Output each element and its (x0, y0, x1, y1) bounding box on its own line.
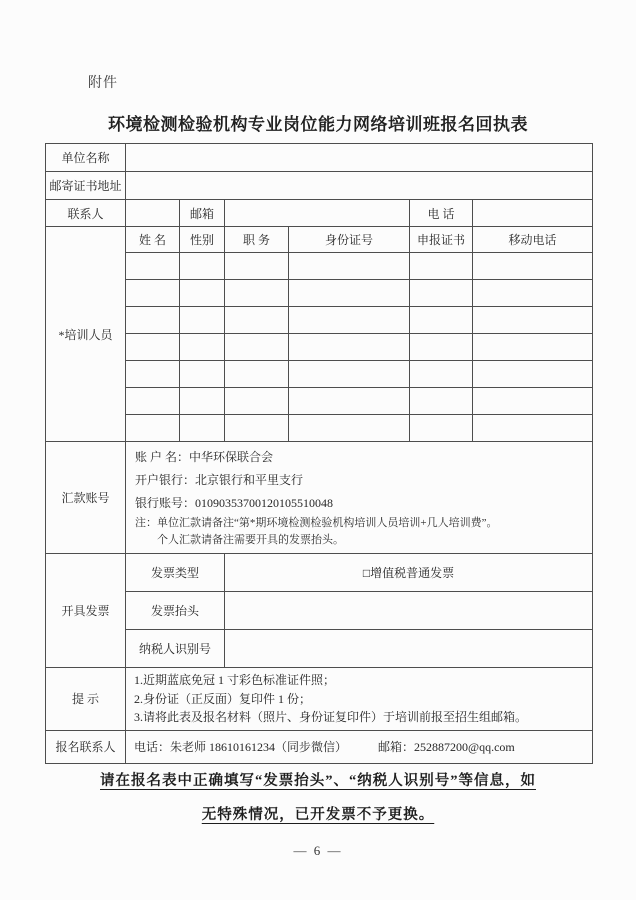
unit-name-label: 单位名称 (46, 144, 126, 172)
tips-label: 提 示 (46, 668, 126, 731)
contact-email-label: 邮箱 (180, 200, 225, 227)
footer-note-line2: 无特殊情况，已开发票不予更换。 (201, 807, 435, 823)
tips-row (46, 668, 593, 731)
contact-row (46, 200, 593, 227)
footer-note-line1: 请在报名表中正确填写“发票抬头”、“纳税人识别号”等信息，如 (100, 773, 536, 789)
trainee-col-mobile: 移动电话 (473, 227, 593, 253)
contact-email-field (225, 200, 410, 227)
unit-name-row (46, 144, 593, 172)
trainee-empty-row (46, 388, 593, 415)
page-title: 环境检测检验机构专业岗位能力网络培训班报名回执表 (108, 115, 528, 134)
contact-phone-field (473, 200, 593, 227)
remittance-note-line2: 个人汇款请备注需要开具的发票抬头。 (157, 534, 344, 546)
registration-contact-label: 报名联系人 (46, 730, 126, 763)
mailing-address-label: 邮寄证书地址 (46, 172, 126, 200)
invoice-title-field (225, 592, 593, 630)
contact-person-label: 联系人 (46, 200, 126, 227)
trainee-col-certificate: 申报证书 (410, 227, 473, 253)
trainee-col-gender: 性别 (180, 227, 225, 253)
tax-id-row (46, 630, 593, 668)
mailing-address-row (46, 172, 593, 200)
attachment-label: 附件 (88, 76, 118, 91)
invoice-title-label: 发票抬头 (126, 592, 225, 630)
remittance-row (46, 442, 593, 554)
tip-item-2: 2.身份证（正反面）复印件 1 份； (134, 691, 312, 706)
registration-contact-row (46, 730, 593, 763)
trainee-col-name: 姓 名 (126, 227, 180, 253)
trainee-empty-row (46, 334, 593, 361)
registration-contact-info (126, 730, 593, 763)
contact-phone-label: 电 话 (410, 200, 473, 227)
trainee-empty-row (46, 280, 593, 307)
remittance-details (126, 442, 593, 554)
trainee-empty-row (46, 361, 593, 388)
unit-name-field (126, 144, 593, 172)
tip-item-3: 3.请将此表及报名材料（照片、身份证复印件）于培训前报至招生组邮箱。 (134, 710, 528, 724)
page-number: — 6 — (293, 843, 343, 858)
remittance-account-number: 银行账号：01090353700120105510048 (135, 496, 334, 510)
trainee-empty-row (46, 307, 593, 334)
contact-person-field (126, 200, 180, 227)
trainee-col-position: 职 务 (225, 227, 289, 253)
tip-item-1: 1.近期蓝底免冠 1 寸彩色标准证件照； (134, 673, 336, 687)
trainee-empty-row (46, 415, 593, 442)
trainee-header-row (46, 227, 593, 253)
footer-note (0, 764, 636, 832)
registration-form-table (45, 143, 593, 764)
invoice-title-row (46, 592, 593, 630)
invoice-label: 开具发票 (46, 554, 126, 668)
trainees-label: *培训人员 (46, 227, 126, 442)
remittance-account-name: 账 户 名：中华环保联合会 (135, 450, 274, 464)
registration-contact-phone: 电话：朱老师 18610161234（同步微信） (134, 740, 348, 754)
remittance-label: 汇款账号 (46, 442, 126, 554)
tips-content (126, 668, 593, 731)
invoice-type-value: □增值税普通发票 (225, 554, 593, 592)
tax-id-field (225, 630, 593, 668)
remittance-note-line1: 注：单位汇款请备注“第*期环境检测检验机构培训人员培训+几人培训费”。 (135, 517, 498, 529)
trainee-empty-row (46, 253, 593, 280)
registration-contact-email: 邮箱：252887200@qq.com (378, 740, 515, 754)
invoice-type-row (46, 554, 593, 592)
trainee-col-id-number: 身份证号 (289, 227, 410, 253)
mailing-address-field (126, 172, 593, 200)
invoice-type-label: 发票类型 (126, 554, 225, 592)
tax-id-label: 纳税人识别号 (126, 630, 225, 668)
remittance-bank-name: 开户银行：北京银行和平里支行 (135, 473, 304, 487)
